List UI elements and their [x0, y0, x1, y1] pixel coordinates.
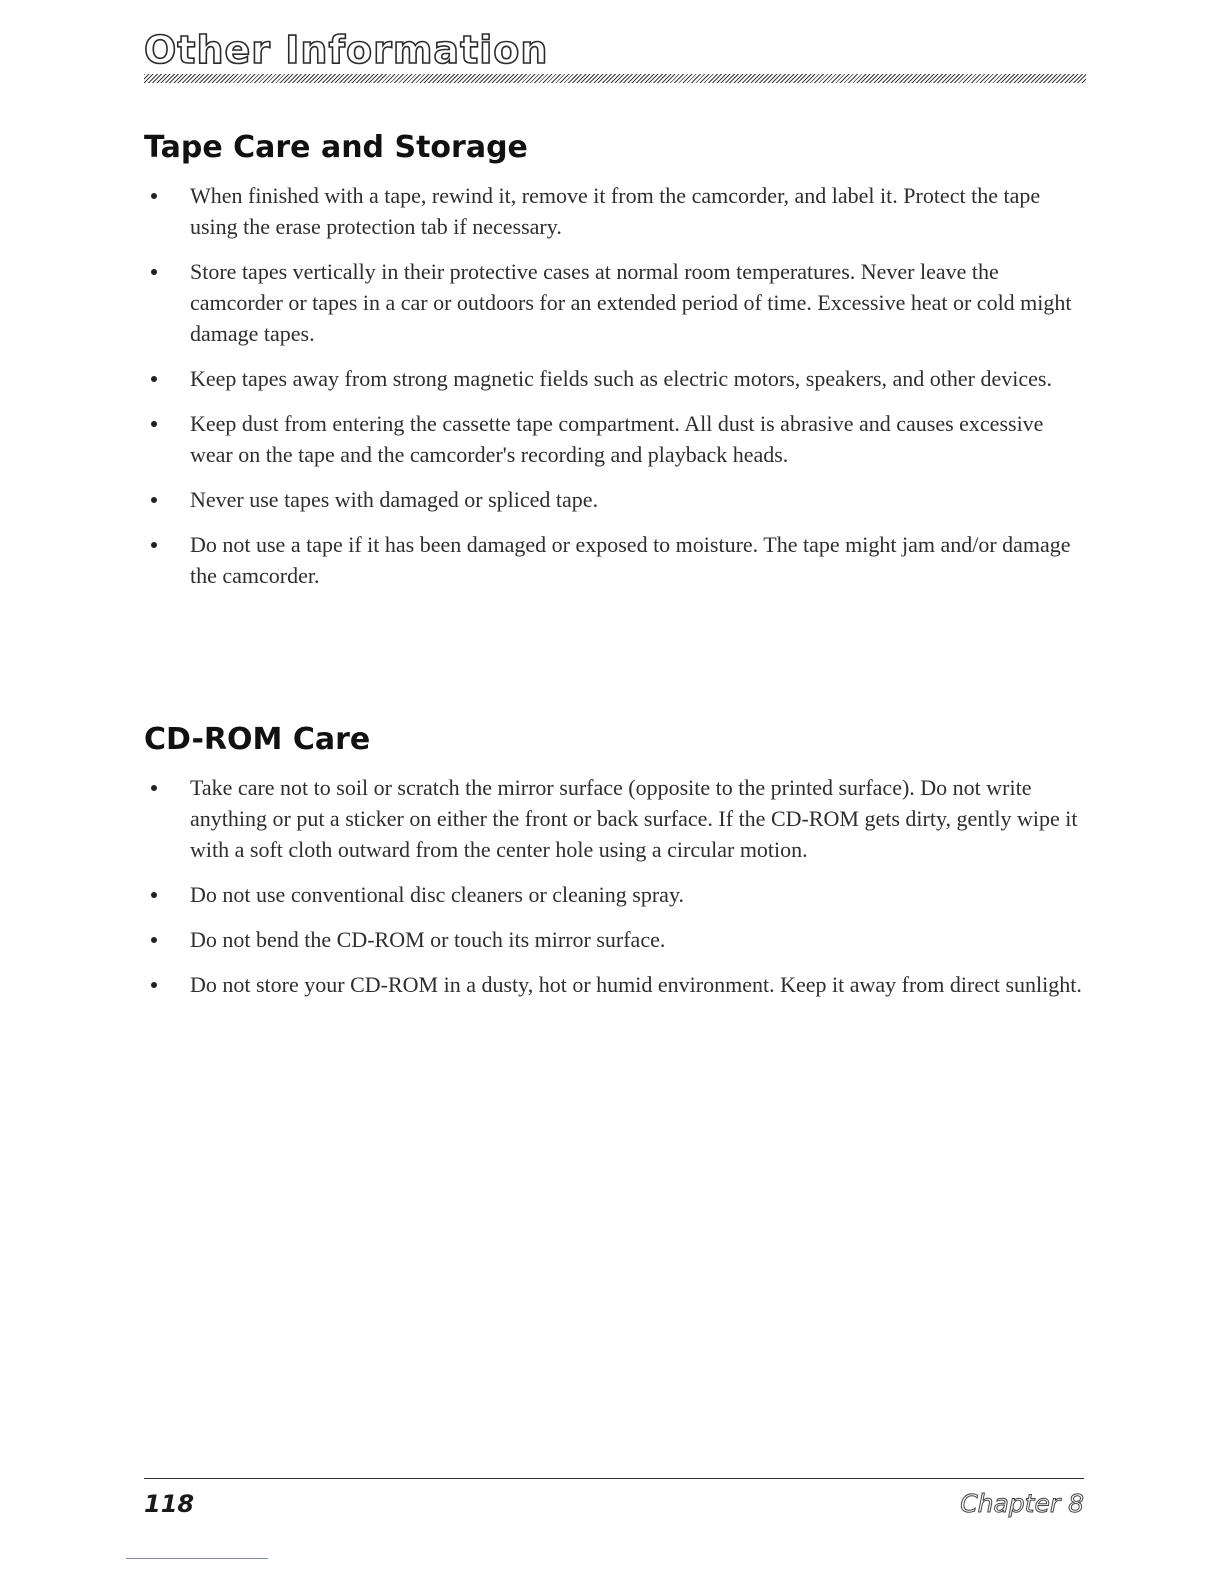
bullet-icon	[151, 892, 157, 898]
list-item	[144, 408, 1086, 470]
bullet-icon	[151, 982, 157, 988]
header-rule	[144, 74, 1086, 83]
list-item	[144, 256, 1086, 349]
bullet-icon	[151, 193, 157, 199]
header-title: Other Information	[144, 28, 549, 72]
bullet-icon	[151, 937, 157, 943]
page-number: 118	[144, 1490, 195, 1518]
cdrom-care-list	[144, 772, 1086, 1014]
list-item-text: Keep dust from entering the cassette tape compartment. All dust is abrasive and causes excessive wear on the tape and the camcorder's recording and playback heads.	[190, 411, 1044, 467]
list-item-text: Do not use a tape if it has been damaged or exposed to moisture. The tape might jam and/or damage the camcorder.	[190, 532, 1071, 588]
list-item-text: Do not store your CD-ROM in a dusty, hot or humid environment. Keep it away from direct sunlight.	[190, 972, 1082, 997]
list-item-text: Do not use conventional disc cleaners or cleaning spray.	[190, 882, 685, 907]
list-item	[144, 772, 1086, 865]
bullet-icon	[151, 542, 157, 548]
list-item	[144, 879, 1086, 910]
list-item-text: Keep tapes away from strong magnetic fields such as electric motors, speakers, and other devices.	[190, 366, 1052, 391]
list-item	[144, 484, 1086, 515]
list-item	[144, 180, 1086, 242]
bullet-icon	[151, 497, 157, 503]
section-heading-tape-care: Tape Care and Storage	[144, 130, 528, 165]
bullet-icon	[151, 421, 157, 427]
list-item	[144, 529, 1086, 591]
chapter-label: Chapter 8	[960, 1489, 1084, 1518]
section-heading-cdrom-care: CD-ROM Care	[144, 722, 371, 757]
list-item-text: Store tapes vertically in their protective cases at normal room temperatures. Never leave the camcorder or tapes in a car or outdoors for an extended period of time. Excessive heat or cold might damage tapes.	[190, 259, 1072, 346]
list-item-text: Never use tapes with damaged or spliced tape.	[190, 487, 599, 512]
list-item	[144, 924, 1086, 955]
list-item-text: Do not bend the CD-ROM or touch its mirror surface.	[190, 927, 666, 952]
list-item-text: When finished with a tape, rewind it, remove it from the camcorder, and label it. Protect the tape using the erase protection tab if necessary.	[190, 183, 1041, 239]
page-header	[144, 28, 1086, 83]
list-item	[144, 969, 1086, 1000]
footer-rule	[144, 1478, 1084, 1479]
bullet-icon	[151, 376, 157, 382]
list-item-text: Take care not to soil or scratch the mirror surface (opposite to the printed surface). Do not write anything or put a sticker on either the front or back surface. If the CD-ROM gets dirty, gently wipe it with a soft cloth outward from the center hole using a circular motion.	[190, 775, 1078, 862]
bottom-rule-mark	[126, 1558, 268, 1559]
tape-care-list	[144, 180, 1086, 605]
list-item	[144, 363, 1086, 394]
bullet-icon	[151, 785, 157, 791]
bullet-icon	[151, 269, 157, 275]
